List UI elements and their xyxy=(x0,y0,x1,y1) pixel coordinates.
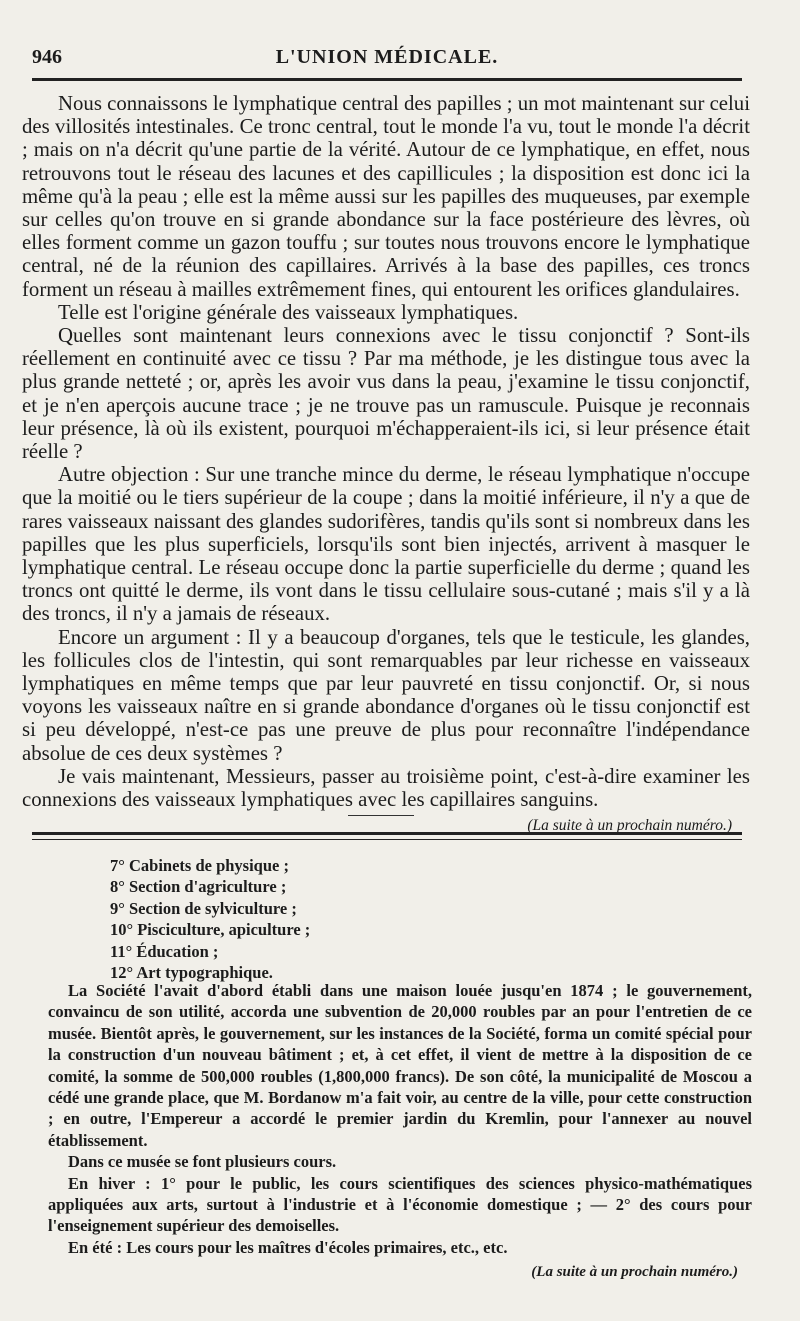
short-divider xyxy=(348,815,414,816)
article-paragraph: En été : Les cours pour les maîtres d'écoles primaires, etc., etc. xyxy=(68,1237,508,1257)
page-number: 946 xyxy=(32,46,62,68)
section-divider-thin xyxy=(32,839,742,840)
article-paragraph: Nous connaissons le lymphatique central des papilles ; un mot maintenant sur celui des villosités intestinales. Ce tronc central, tout le monde l'a vu, tout le monde l'a décrit ; mais on n'a décrit qu'une partie de la vérité. Autour de ce lymphatique, en effet, nous retrouvons tout le réseau des lacunes et des capillicules ; la disposition est donc ici la même qu'à la peau ; elle est la même aussi sur les papilles des muqueuses, par exemple sur celles qu'on trouve en si grande abondance sur la face postérieure des lèvres, où elles forment comme un gazon touffu ; sur toutes nous trouvons encore le lymphatique central, né de la réunion des capillaires. Arrivés à la base des papilles, ces troncs forment un réseau à mailles extrêmement fines, qui entourent les orifices glandulaires. xyxy=(22,92,750,301)
article-body xyxy=(22,92,750,838)
article-paragraph: Dans ce musée se font plusieurs cours. xyxy=(68,1152,337,1172)
list-item: 7° Cabinets de physique ; xyxy=(110,856,289,875)
list-item: 11° Éducation ; xyxy=(110,941,219,961)
continuation-note: (La suite à un prochain numéro.) xyxy=(527,817,732,835)
article-paragraph: Encore un argument : Il y a beaucoup d'organes, tels que le testicule, les glandes, les follicules clos de l'intestin, qui sont remarquables par leur richesse en vaisseaux lymphatiques en même temps que par leur pauvreté en tissu conjonctif. Or, si nous voyons les vaisseaux naître en si grande abondance d'organes où le tissu conjonctif est si peu développé, n'est-ce pas une preuve de plus pour reconnaître l'indépendance absolue de ces deux systèmes ? xyxy=(22,625,750,765)
article-paragraph: Je vais maintenant, Messieurs, passer au troisième point, c'est-à-dire examiner les connexions des vaisseaux lymphatiques avec les capillaires sanguins. xyxy=(22,764,750,812)
running-head: L'UNION MÉDICALE. xyxy=(275,46,499,68)
list-item: 12° Art typographique. xyxy=(110,963,273,983)
article-paragraph: La Société l'avait d'abord établi dans une maison louée jusqu'en 1874 ; le gouvernement, convaincu de son utilité, accorda une subvention de 20,000 roubles par an pour l'entretien de ce musée. Bientôt après, le gouvernement, sur les instances de la Société, forma un comité spécial pour la construction d'un nouveau bâtiment ; et, à cet effet, il vient de mettre à la disposition de ce comité, la somme de 500,000 roubles (1,800,000 francs). De son côté, la municipalité de Moscou a cédé une grande place, que M. Bordanow m'a fait voir, au centre de la ville, pour cette construction ; en outre, l'Empereur a accordé le premier jardin du Kremlin, pour l'annexer au nouvel établissement. xyxy=(48,981,752,1150)
section-divider-thick xyxy=(32,832,742,835)
header-rule xyxy=(32,78,742,81)
list-item: 10° Pisciculture, apiculture ; xyxy=(110,920,311,940)
article-paragraph: En hiver : 1° pour le public, les cours scientifiques des sciences physico-mathématiques appliquées aux arts, surtout à l'industrie et à l'économie domestique ; — 2° des cours pour l'enseignement supérieur des demoiselles. xyxy=(48,1173,752,1236)
section-list xyxy=(110,855,310,983)
continuation-note: (La suite à un prochain numéro.) xyxy=(531,1264,738,1281)
article-paragraph: Quelles sont maintenant leurs connexions avec le tissu conjonctif ? Sont-ils réellement en continuité avec ce tissu ? Par ma méthode, je les distingue tous avec la plus grande netteté ; or, après les avoir vus dans la peau, j'examine le tissu conjonctif, et je n'en aperçois aucune trace ; je ne trouve pas un ramuscule. Puisque je reconnais leur présence, là où ils existent, pourquoi m'échapperaient-ils ici, si leur présence était réelle ? xyxy=(22,324,750,464)
list-item: 8° Section d'agriculture ; xyxy=(110,877,287,897)
article-paragraph: Telle est l'origine générale des vaisseaux lymphatiques. xyxy=(58,300,519,324)
second-article-body xyxy=(48,980,752,1284)
page-header xyxy=(32,44,742,74)
article-paragraph: Autre objection : Sur une tranche mince du derme, le réseau lymphatique n'occupe que la moitié ou le tiers supérieur de la coupe ; dans la moitié inférieure, il n'y a que de rares vaisseaux naissant des glandes sudorifères, tandis qu'ils sont si nombreux dans les papilles que les plus superficiels, lorsqu'ils sont bien injectés, arrivent à masquer le lymphatique central. Le réseau occupe donc la partie superficielle du derme ; quand les troncs ont quitté le derme, ils vont dans le tissu cellulaire sous-cutané ; mais s'il y a là des troncs, il n'y a jamais de réseaux. xyxy=(22,463,750,626)
list-item: 9° Section de sylviculture ; xyxy=(110,898,297,918)
